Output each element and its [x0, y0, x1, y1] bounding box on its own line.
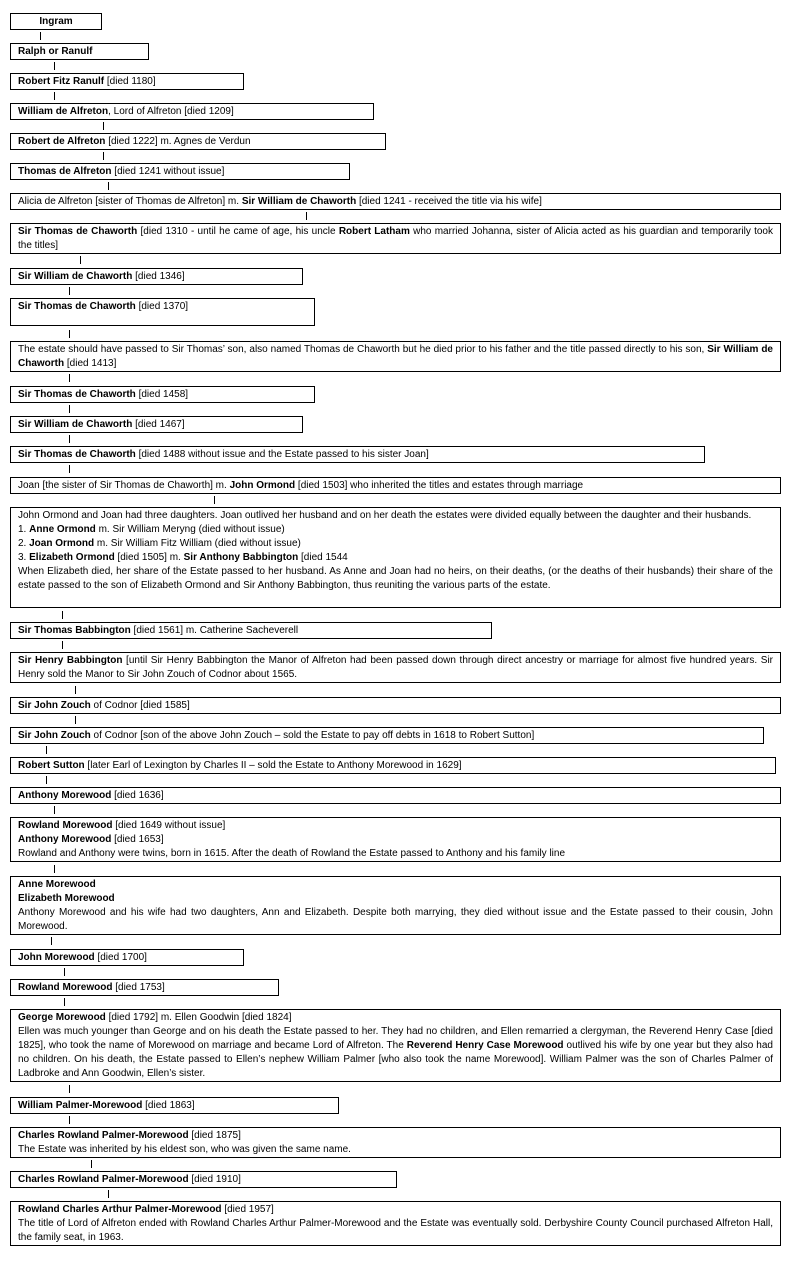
connector-line [108, 1190, 109, 1198]
person-name: John Morewood [18, 952, 95, 963]
person-name: Sir Thomas de Chaworth [18, 389, 136, 400]
person-name: Elizabeth Ormond [29, 552, 115, 563]
person-detail: m. Sir William Fitz William (died without issue) [94, 538, 301, 549]
connector-line [54, 92, 55, 100]
person-name: Elizabeth Morewood [18, 893, 115, 904]
connector-line [62, 611, 63, 619]
person-detail: , Lord of Alfreton [died 1209] [108, 106, 234, 117]
connector-line [75, 716, 76, 724]
connector-line [214, 496, 215, 504]
entry-robert-de-alfreton [10, 133, 386, 150]
paragraph: The Estate was inherited by his eldest son, who was given the same name. [18, 1144, 351, 1155]
list-item [18, 523, 773, 537]
person-name: Sir John Zouch [18, 700, 91, 711]
person-detail: [died 1503] who inherited the titles and estates through marriage [295, 480, 584, 491]
person-detail: of Codnor [son of the above John Zouch – sold the Estate to pay off debts in 1618 to Robert Sutton] [90, 730, 535, 741]
entry-ralph [10, 43, 149, 60]
person-detail: [died 1636] [111, 790, 164, 801]
person-name: Robert Fitz Ranulf [18, 76, 105, 87]
entry-ormond-daughters [10, 507, 781, 608]
connector-line [62, 641, 63, 649]
connector-line [91, 1160, 92, 1168]
person-detail: [died 1310 - until he came of age, his uncle [137, 226, 339, 237]
person-detail: [died 1700] [94, 952, 147, 963]
person-detail: The estate should have passed to Sir Thomas’ son, also named Thomas de Chaworth but he died prior to his father and the title passed directly to his son, [18, 344, 708, 355]
person-detail: [died 1910] [188, 1174, 241, 1185]
person-detail: [until Sir Henry Babbington the Manor of Alfreton had been passed down through direct ancestry or marriage for almost five hundred years. Sir Henry sold the Manor to Sir John Zouch of Codnor about 1565. [18, 655, 773, 680]
connector-line [69, 374, 70, 382]
list-item [18, 819, 773, 833]
person-name: Rowland Morewood [18, 820, 113, 831]
person-detail: [died 1458] [135, 389, 189, 400]
entry-john-zouch-son [10, 727, 764, 744]
person-name: Sir Thomas de Chaworth [18, 226, 138, 237]
person-detail: of Codnor [died 1585] [90, 700, 190, 711]
entry-john-zouch-1585 [10, 697, 781, 714]
person-name: Sir William de Chaworth [18, 419, 133, 430]
person-name: Charles Rowland Palmer-Morewood [18, 1174, 189, 1185]
connector-line [69, 435, 70, 443]
person-detail: [died 1875] [188, 1130, 241, 1141]
connector-line [69, 287, 70, 295]
paragraph: When Elizabeth died, her share of the Estate passed to her husband. As Anne and Joan had no heirs, on their deaths, (or the deaths of their husbands) their share of the estate passed to the son of Elizabeth Ormond and Sir Anthony Babbington, thus reuniting the various parts of the estate. [18, 566, 773, 591]
connector-line [75, 686, 76, 694]
person-detail: [died 1649 without issue] [112, 820, 226, 831]
person-detail: [died 1561] m. Catherine Sacheverell [130, 625, 299, 636]
entry-ingram [10, 13, 102, 30]
person-name: Sir Henry Babbington [18, 655, 123, 666]
person-detail: [died 1957] [221, 1204, 274, 1215]
list-item [18, 1129, 773, 1143]
entry-charles-palmer-morewood-1910 [10, 1171, 397, 1188]
person-detail: [died 1792] m. Ellen Goodwin [died 1824] [105, 1012, 292, 1023]
entry-robert-fitz-ranulf [10, 73, 244, 90]
person-detail: [died 1467] [132, 419, 185, 430]
person-detail: [died 1241 - received the title via his wife] [356, 196, 542, 207]
entry-thomas-babbington [10, 622, 492, 639]
person-name: Robert Sutton [18, 760, 85, 771]
entry-charles-palmer-morewood-1875 [10, 1127, 781, 1158]
connector-line [51, 937, 52, 945]
person-name: Charles Rowland Palmer-Morewood [18, 1130, 189, 1141]
person-name: Sir Thomas Babbington [18, 625, 131, 636]
person-detail: [died 1653] [111, 834, 164, 845]
entry-william-de-chaworth-1467 [10, 416, 303, 433]
person-detail: [died 1488 without issue and the Estate passed to his sister Joan] [135, 449, 429, 460]
entry-rowland-morewood-1753 [10, 979, 279, 996]
person-detail: [died 1180] [104, 76, 156, 87]
entry-john-morewood [10, 949, 244, 966]
entry-robert-sutton [10, 757, 776, 774]
entry-alicia-de-alfreton [10, 193, 781, 210]
list-item [18, 537, 773, 551]
person-name: Thomas de Alfreton [18, 166, 112, 177]
connector-line [40, 32, 41, 40]
person-name: Sir Thomas de Chaworth [18, 449, 136, 460]
person-name: Rowland Charles Arthur Palmer-Morewood [18, 1204, 222, 1215]
person-name: Rowland Morewood [18, 982, 113, 993]
connector-line [46, 746, 47, 754]
person-name: Ralph or Ranulf [18, 46, 93, 57]
connector-line [54, 865, 55, 873]
connector-line [108, 182, 109, 190]
person-name: Sir Thomas de Chaworth [18, 301, 136, 312]
entry-henry-babbington [10, 652, 781, 683]
connector-line [103, 122, 104, 130]
connector-line [69, 1116, 70, 1124]
person-detail: [later Earl of Lexington by Charles II – sold the Estate to Anthony Morewood in 1629] [84, 760, 462, 771]
person-name: Robert Latham [338, 226, 410, 237]
person-detail: [died 1413] [64, 358, 117, 369]
entry-morewood-daughters [10, 876, 781, 935]
connector-line [54, 62, 55, 70]
person-detail: who married Johanna, sister of Alicia acted as his guardian and temporarily took the titles] [18, 226, 773, 251]
connector-line [69, 465, 70, 473]
entry-thomas-de-chaworth-1370 [10, 298, 315, 326]
entry-george-morewood [10, 1009, 781, 1082]
connector-line [69, 1085, 70, 1093]
list-number: 1. [18, 524, 30, 535]
paragraph: The title of Lord of Alfreton ended with Rowland Charles Arthur Palmer-Morewood and the Estate was eventually sold. Derbyshire County Council purchased Alfreton Hall, the family seat, in 1963. [18, 1218, 773, 1243]
list-item [18, 833, 773, 847]
entry-thomas-de-alfreton [10, 163, 350, 180]
list-item [18, 551, 773, 565]
connector-line [54, 806, 55, 814]
person-name: Reverend Henry Case Morewood [406, 1040, 564, 1051]
person-detail: [died 1346] [132, 271, 185, 282]
person-detail: outlived his wife by one year but they also had no children. On his death, the Estate passed to Ellen’s nephew William Palmer [who also took the name Morewood]. William Palmer was the son of Charles Palmer of Ladbroke and Ann Goodwin, Ellen’s sister. [18, 1040, 773, 1079]
paragraph [18, 1025, 773, 1081]
person-name: Robert de Alfreton [18, 136, 106, 147]
connector-line [69, 330, 70, 338]
connector-line [306, 212, 307, 220]
person-name: Anne Ormond [29, 524, 96, 535]
entry-william-de-chaworth-1346 [10, 268, 303, 285]
connector-line [69, 405, 70, 413]
list-item [18, 1011, 773, 1025]
connector-line [103, 152, 104, 160]
entry-anthony-morewood-1636 [10, 787, 781, 804]
person-name: Anthony Morewood [18, 790, 112, 801]
person-detail: [died 1222] m. Agnes de Verdun [105, 136, 251, 147]
entry-william-palmer-morewood [10, 1097, 339, 1114]
connector-line [64, 968, 65, 976]
entry-thomas-de-chaworth-1310 [10, 223, 781, 254]
connector-line [80, 256, 81, 264]
person-name: George Morewood [18, 1012, 106, 1023]
person-name: William de Alfreton [18, 106, 109, 117]
entry-thomas-de-chaworth-1488 [10, 446, 705, 463]
person-detail: [died 1863] [142, 1100, 195, 1111]
person-name: Anne Morewood [18, 879, 96, 890]
entry-morewood-twins [10, 817, 781, 862]
person-name: Sir John Zouch [18, 730, 91, 741]
person-detail: [died 1370] [135, 301, 189, 312]
person-name: Sir Anthony Babbington [183, 552, 299, 563]
person-detail: [died 1505] m. [114, 552, 184, 563]
entry-rowland-charles-arthur-palmer-morewood [10, 1201, 781, 1246]
list-item [18, 878, 773, 892]
person-detail: Ellen was much younger than George and on his death the Estate passed to her. They had no children, and Ellen remarried a clergyman, the Reverend Henry Case [died 1825], who took the name of Morewood on marriage and became Lord of Alfreton. The [18, 1026, 773, 1051]
list-number: 3. [18, 552, 30, 563]
person-name: William Palmer-Morewood [18, 1100, 143, 1111]
list-item [18, 892, 773, 906]
person-detail: m. Sir William Meryng (died without issue) [95, 524, 285, 535]
person-name: Ingram [39, 16, 73, 27]
paragraph: Rowland and Anthony were twins, born in 1615. After the death of Rowland the Estate passed to Anthony and his family line [18, 848, 566, 859]
person-detail: [died 1753] [112, 982, 165, 993]
person-detail: Alicia de Alfreton [sister of Thomas de Alfreton] m. [18, 196, 242, 207]
list-number: 2. [18, 538, 30, 549]
person-name: Joan Ormond [29, 538, 95, 549]
entry-joan-ormond [10, 477, 781, 494]
entry-william-de-alfreton [10, 103, 374, 120]
entry-william-de-chaworth-1413 [10, 341, 781, 372]
person-name: Sir William de Chaworth [18, 344, 773, 369]
entry-thomas-de-chaworth-1458 [10, 386, 315, 403]
person-detail: Joan [the sister of Sir Thomas de Chaworth] m. [18, 480, 230, 491]
person-name: Anthony Morewood [18, 834, 112, 845]
paragraph: John Ormond and Joan had three daughters. Joan outlived her husband and on her death the estates were divided equally between the daughter and their husbands. [18, 510, 752, 521]
person-detail: [died 1241 without issue] [111, 166, 225, 177]
person-detail: [died 1544 [298, 552, 348, 563]
person-name: Sir William de Chaworth [18, 271, 133, 282]
list-item [18, 1203, 773, 1217]
person-name: John Ormond [229, 480, 296, 491]
person-name: Sir William de Chaworth [241, 196, 357, 207]
connector-line [46, 776, 47, 784]
connector-line [64, 998, 65, 1006]
paragraph: Anthony Morewood and his wife had two daughters, Ann and Elizabeth. Despite both marrying, they died without issue and the Estate passed to their cousin, John Morewood. [18, 907, 773, 932]
